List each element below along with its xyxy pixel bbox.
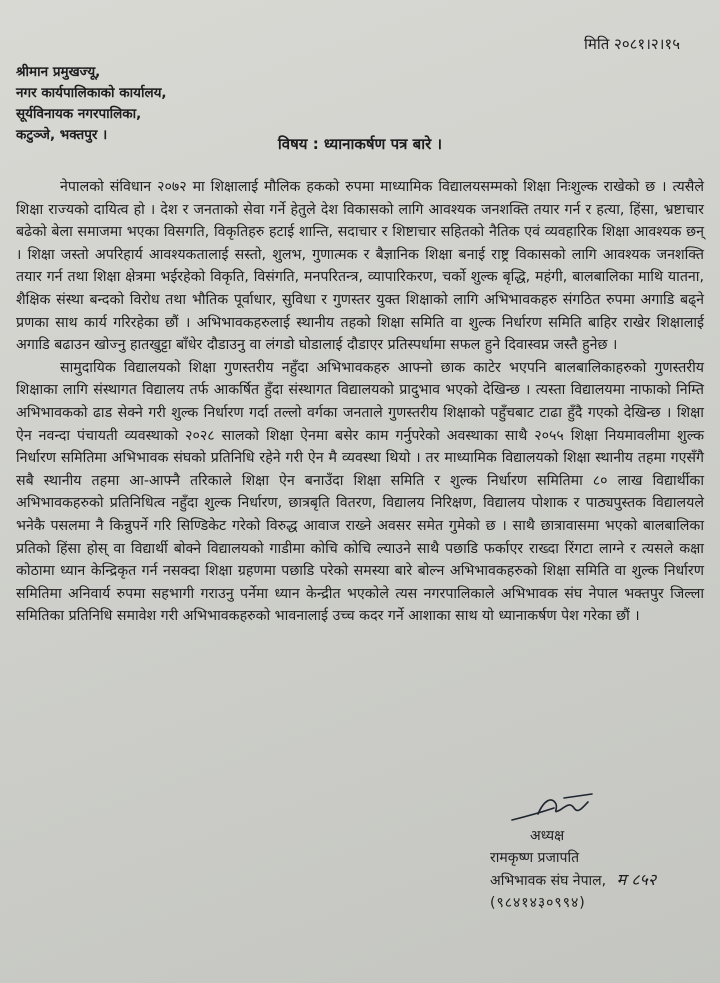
handwritten-number: म ८५२: [616, 870, 657, 889]
recipient-line: सूर्यविनायक नगरपालिका,: [16, 106, 142, 122]
signatory-organization: अभिभावक संघ नेपाल,: [490, 873, 607, 889]
signature-block: [490, 825, 656, 914]
signature-mark: [508, 790, 598, 826]
letter-date: मिति २०८१।२।१५: [583, 35, 680, 53]
letter-subject: विषय : ध्यानाकर्षण पत्र बारे ।: [277, 135, 443, 153]
recipient-line: नगर कार्यपालिकाको कार्यालय,: [16, 85, 167, 101]
signatory-organization-line: [490, 869, 656, 892]
letter-body: [16, 176, 704, 628]
body-paragraph: सामुदायिक विद्यालयको शिक्षा गुणस्तरीय नहुँदा अभिभावकहरु आफ्नो छाक काटेर भएपनि बालबालिकाहरुको गुणस्तरीय शिक्षाका लागि संस्थागत विद्यालय तर्फ आकर्षित हुँदा संस्थागत विद्यालयको प्रादुभाव भएको देखिन्छ । त्यस्ता विद्यालयमा नाफाको निम्ति अभिभावकको ढाड सेक्ने गरी शुल्क निर्धारण गर्दा तल्लो वर्गका जनताले गुणस्तरीय शिक्षाको पहुँचबाट टाढा हुँदै गएको देखिन्छ । शिक्षा ऐन नवन्दा पंचायती व्यवस्थाको २०२८ सालको शिक्षा ऐनमा बसेर काम गर्नुपरेको अवस्थाका साथै २०५५ शिक्षा नियमावलीमा शुल्क निर्धारण समितिमा अभिभावक संघको प्रतिनिधि रहेने गरी ऐन मै व्यवस्था थियो । तर माध्यामिक विद्यालयको शिक्षा स्थानीय तहमा गएसँगै सबै स्थानीय तहमा आ-आफ्नै तरिकाले शिक्षा ऐन बनाउँदा शिक्षा समिति र शुल्क निर्धारण समितिमा ८० लाख विद्यार्थीका अभिभावकहरुको प्रतिनिधित्व नहुँदा शुल्क निर्धारण, छात्रबृति वितरण, विद्यालय निरिक्षण, विद्यालय पोशाक र पाठ्यपुस्तक विद्यालयले भनेकै पसलमा नै किन्नुपर्ने गरि सिण्डिकेट गरेको विरुद्ध आवाज राख्ने अवसर समेत गुमेको छ । साथै छात्रावासमा भएको बालबालिका प्रतिको हिंसा होस् वा विद्यार्थी बोक्ने विद्यालयको गाडीमा कोचि कोचि ल्याउने साथै पछाडि फर्काएर राख्दा रिंगटा लाग्ने र त्यसले कक्षा कोठामा ध्यान केन्द्रिकृत गर्न नसक्दा शिक्षा ग्रहणमा पछाडि परेको समस्या बारे बोल्न अभिभावकहरुको शिक्षा समिति वा शुल्क निर्धारण समितिमा अनिवार्य रुपमा सहभागी गराउनु पर्नेमा ध्यान केन्द्रीत भएकोले त्यस नगरपालिकाले अभिभावक संघ नेपाल भक्तपुर जिल्ला समितिका प्रतिनिधि समावेश गरी अभिभावकहरुको भावनालाई उच्च कदर गर्ने आशाका साथ यो ध्यानाकर्षण पेश गरेका छौं ।: [16, 359, 704, 625]
signatory-name: रामकृष्ण प्रजापति: [490, 850, 580, 866]
recipient-line: कटुञ्जे, भक्तपुर ।: [16, 127, 108, 143]
recipient-line: श्रीमान प्रमुखज्यू,: [16, 64, 101, 80]
signatory-phone: (९८४१४३०९९४): [490, 895, 586, 911]
body-paragraph: नेपालको संविधान २०७२ मा शिक्षालाई मौलिक हकको रुपमा माध्यामिक विद्यालयसम्मको शिक्षा निःशुल्क राखेको छ । त्यसैले शिक्षा राज्यको दायित्व हो । देश र जनताको सेवा गर्ने हेतुले देश विकासको लागि आवश्यक जनशक्ति तयार गर्न र हत्या, हिंसा, भ्रष्टाचार बढेको बेला समाजमा भएका विसगति, विकृतिहरु हटाई शान्ति, सदाचार र शिष्टाचार सहितको नैतिक एवं व्यवहारिक शिक्षा आवश्यक छन् । शिक्षा जस्तो अपरिहार्य आवश्यकतालाई सस्तो, शुलभ, गुणात्मक र बैज्ञानिक शिक्षा बनाई राष्ट्र विकासको लागि आवश्यक जनशक्ति तयार गर्न तथा शिक्षा क्षेत्रमा भईरहेको विकृति, विसंगति, मनपरितन्त्र, व्यापारिकरण, चर्को शुल्क बृद्धि, महंगी, बालबालिका माथि यातना, शैक्षिक संस्था बन्दको विरोध तथा भौतिक पूर्वाधार, सुविधा र गुणस्तर युक्त शिक्षाको लागि अभिभावकहरु संगठित रुपमा अगाडि बढ्ने प्रणका साथ कार्य गरिरहेका छौं । अभिभावकहरुलाई स्थानीय तहको शिक्षा समिति वा शुल्क निर्धारण समिति बाहिर राखेर शिक्षालाई अगाडि बढाउन खोज्नु हातखुट्टा बाँधेर दौडाउनु वा लंगडो घोडालाई दौडाएर प्रतिस्पर्धामा सफल हुने दिवास्वप्न जस्तै हुनेछ ।: [16, 179, 704, 354]
signatory-role: अध्यक्ष: [530, 828, 565, 844]
